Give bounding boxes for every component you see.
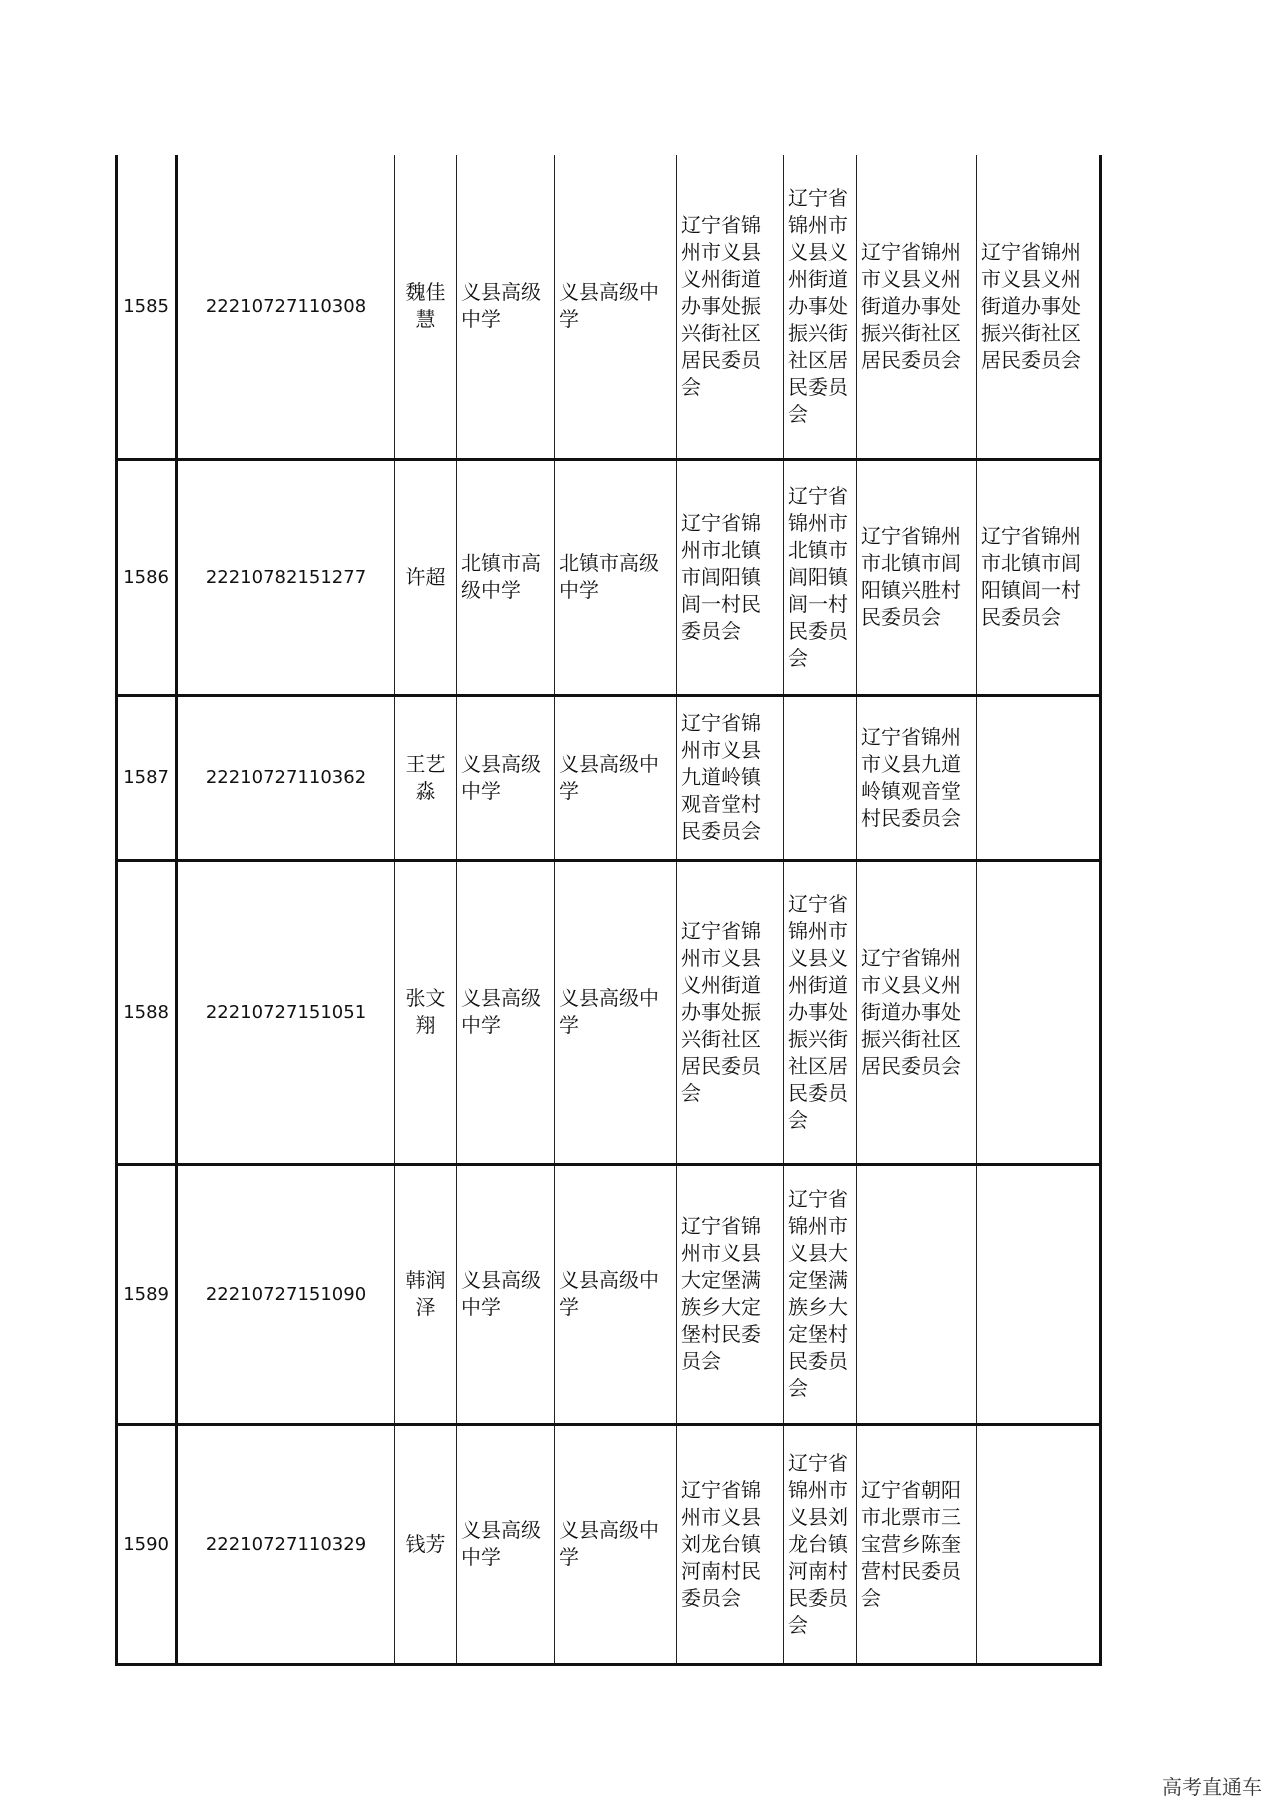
address-4: 辽宁省锦州市北镇市闾阳镇闾一村民委员会 [977, 459, 1101, 695]
student-name: 张文翔 [395, 860, 457, 1164]
school-b: 义县高级中学 [555, 1424, 677, 1664]
student-name: 钱芳 [395, 1424, 457, 1664]
table-row [117, 155, 1101, 459]
address-3: 辽宁省锦州市北镇市闾阳镇兴胜村民委员会 [857, 459, 977, 695]
table-row [117, 459, 1101, 695]
student-name: 魏佳慧 [395, 155, 457, 459]
address-1: 辽宁省锦州市义县刘龙台镇河南村民委员会 [677, 1424, 784, 1664]
school-a: 义县高级中学 [457, 155, 555, 459]
school-b: 义县高级中学 [555, 1164, 677, 1424]
student-name: 许超 [395, 459, 457, 695]
school-a: 义县高级中学 [457, 1164, 555, 1424]
address-1: 辽宁省锦州市北镇市闾阳镇闾一村民委员会 [677, 459, 784, 695]
school-a: 义县高级中学 [457, 860, 555, 1164]
address-1: 辽宁省锦州市义县大定堡满族乡大定堡村民委员会 [677, 1164, 784, 1424]
school-b: 义县高级中学 [555, 860, 677, 1164]
exam-id: 22210727110308 [177, 155, 395, 459]
row-number: 1586 [117, 459, 177, 695]
address-2: 辽宁省锦州市义县刘龙台镇河南村民委员会 [784, 1424, 857, 1664]
address-3: 辽宁省锦州市义县义州街道办事处振兴街社区居民委员会 [857, 155, 977, 459]
exam-id: 22210782151277 [177, 459, 395, 695]
address-2: 辽宁省锦州市义县大定堡满族乡大定堡村民委员会 [784, 1164, 857, 1424]
admissions-table [115, 155, 1102, 1666]
table-row [117, 1424, 1101, 1664]
school-a: 北镇市高级中学 [457, 459, 555, 695]
address-4 [977, 860, 1101, 1164]
table-row [117, 1164, 1101, 1424]
table-row [117, 695, 1101, 860]
address-4 [977, 1164, 1101, 1424]
exam-id: 22210727110329 [177, 1424, 395, 1664]
table-row [117, 860, 1101, 1164]
row-number: 1589 [117, 1164, 177, 1424]
school-a: 义县高级中学 [457, 695, 555, 860]
row-number: 1588 [117, 860, 177, 1164]
school-b: 义县高级中学 [555, 155, 677, 459]
school-a: 义县高级中学 [457, 1424, 555, 1664]
watermark: 高考直通车 [1162, 1775, 1262, 1799]
school-b: 义县高级中学 [555, 695, 677, 860]
row-number: 1585 [117, 155, 177, 459]
row-number: 1590 [117, 1424, 177, 1664]
exam-id: 22210727151090 [177, 1164, 395, 1424]
school-b: 北镇市高级中学 [555, 459, 677, 695]
address-1: 辽宁省锦州市义县义州街道办事处振兴街社区居民委员会 [677, 155, 784, 459]
address-2: 辽宁省锦州市北镇市闾阳镇闾一村民委员会 [784, 459, 857, 695]
address-3 [857, 1164, 977, 1424]
address-2: 辽宁省锦州市义县义州街道办事处振兴街社区居民委员会 [784, 860, 857, 1164]
address-3: 辽宁省朝阳市北票市三宝营乡陈奎营村民委员会 [857, 1424, 977, 1664]
address-2 [784, 695, 857, 860]
address-3: 辽宁省锦州市义县义州街道办事处振兴街社区居民委员会 [857, 860, 977, 1164]
exam-id: 22210727151051 [177, 860, 395, 1164]
address-2: 辽宁省锦州市义县义州街道办事处振兴街社区居民委员会 [784, 155, 857, 459]
address-4 [977, 695, 1101, 860]
address-1: 辽宁省锦州市义县九道岭镇观音堂村民委员会 [677, 695, 784, 860]
student-name: 王艺淼 [395, 695, 457, 860]
address-3: 辽宁省锦州市义县九道岭镇观音堂村民委员会 [857, 695, 977, 860]
address-4: 辽宁省锦州市义县义州街道办事处振兴街社区居民委员会 [977, 155, 1101, 459]
row-number: 1587 [117, 695, 177, 860]
address-1: 辽宁省锦州市义县义州街道办事处振兴街社区居民委员会 [677, 860, 784, 1164]
student-name: 韩润泽 [395, 1164, 457, 1424]
exam-id: 22210727110362 [177, 695, 395, 860]
address-4 [977, 1424, 1101, 1664]
